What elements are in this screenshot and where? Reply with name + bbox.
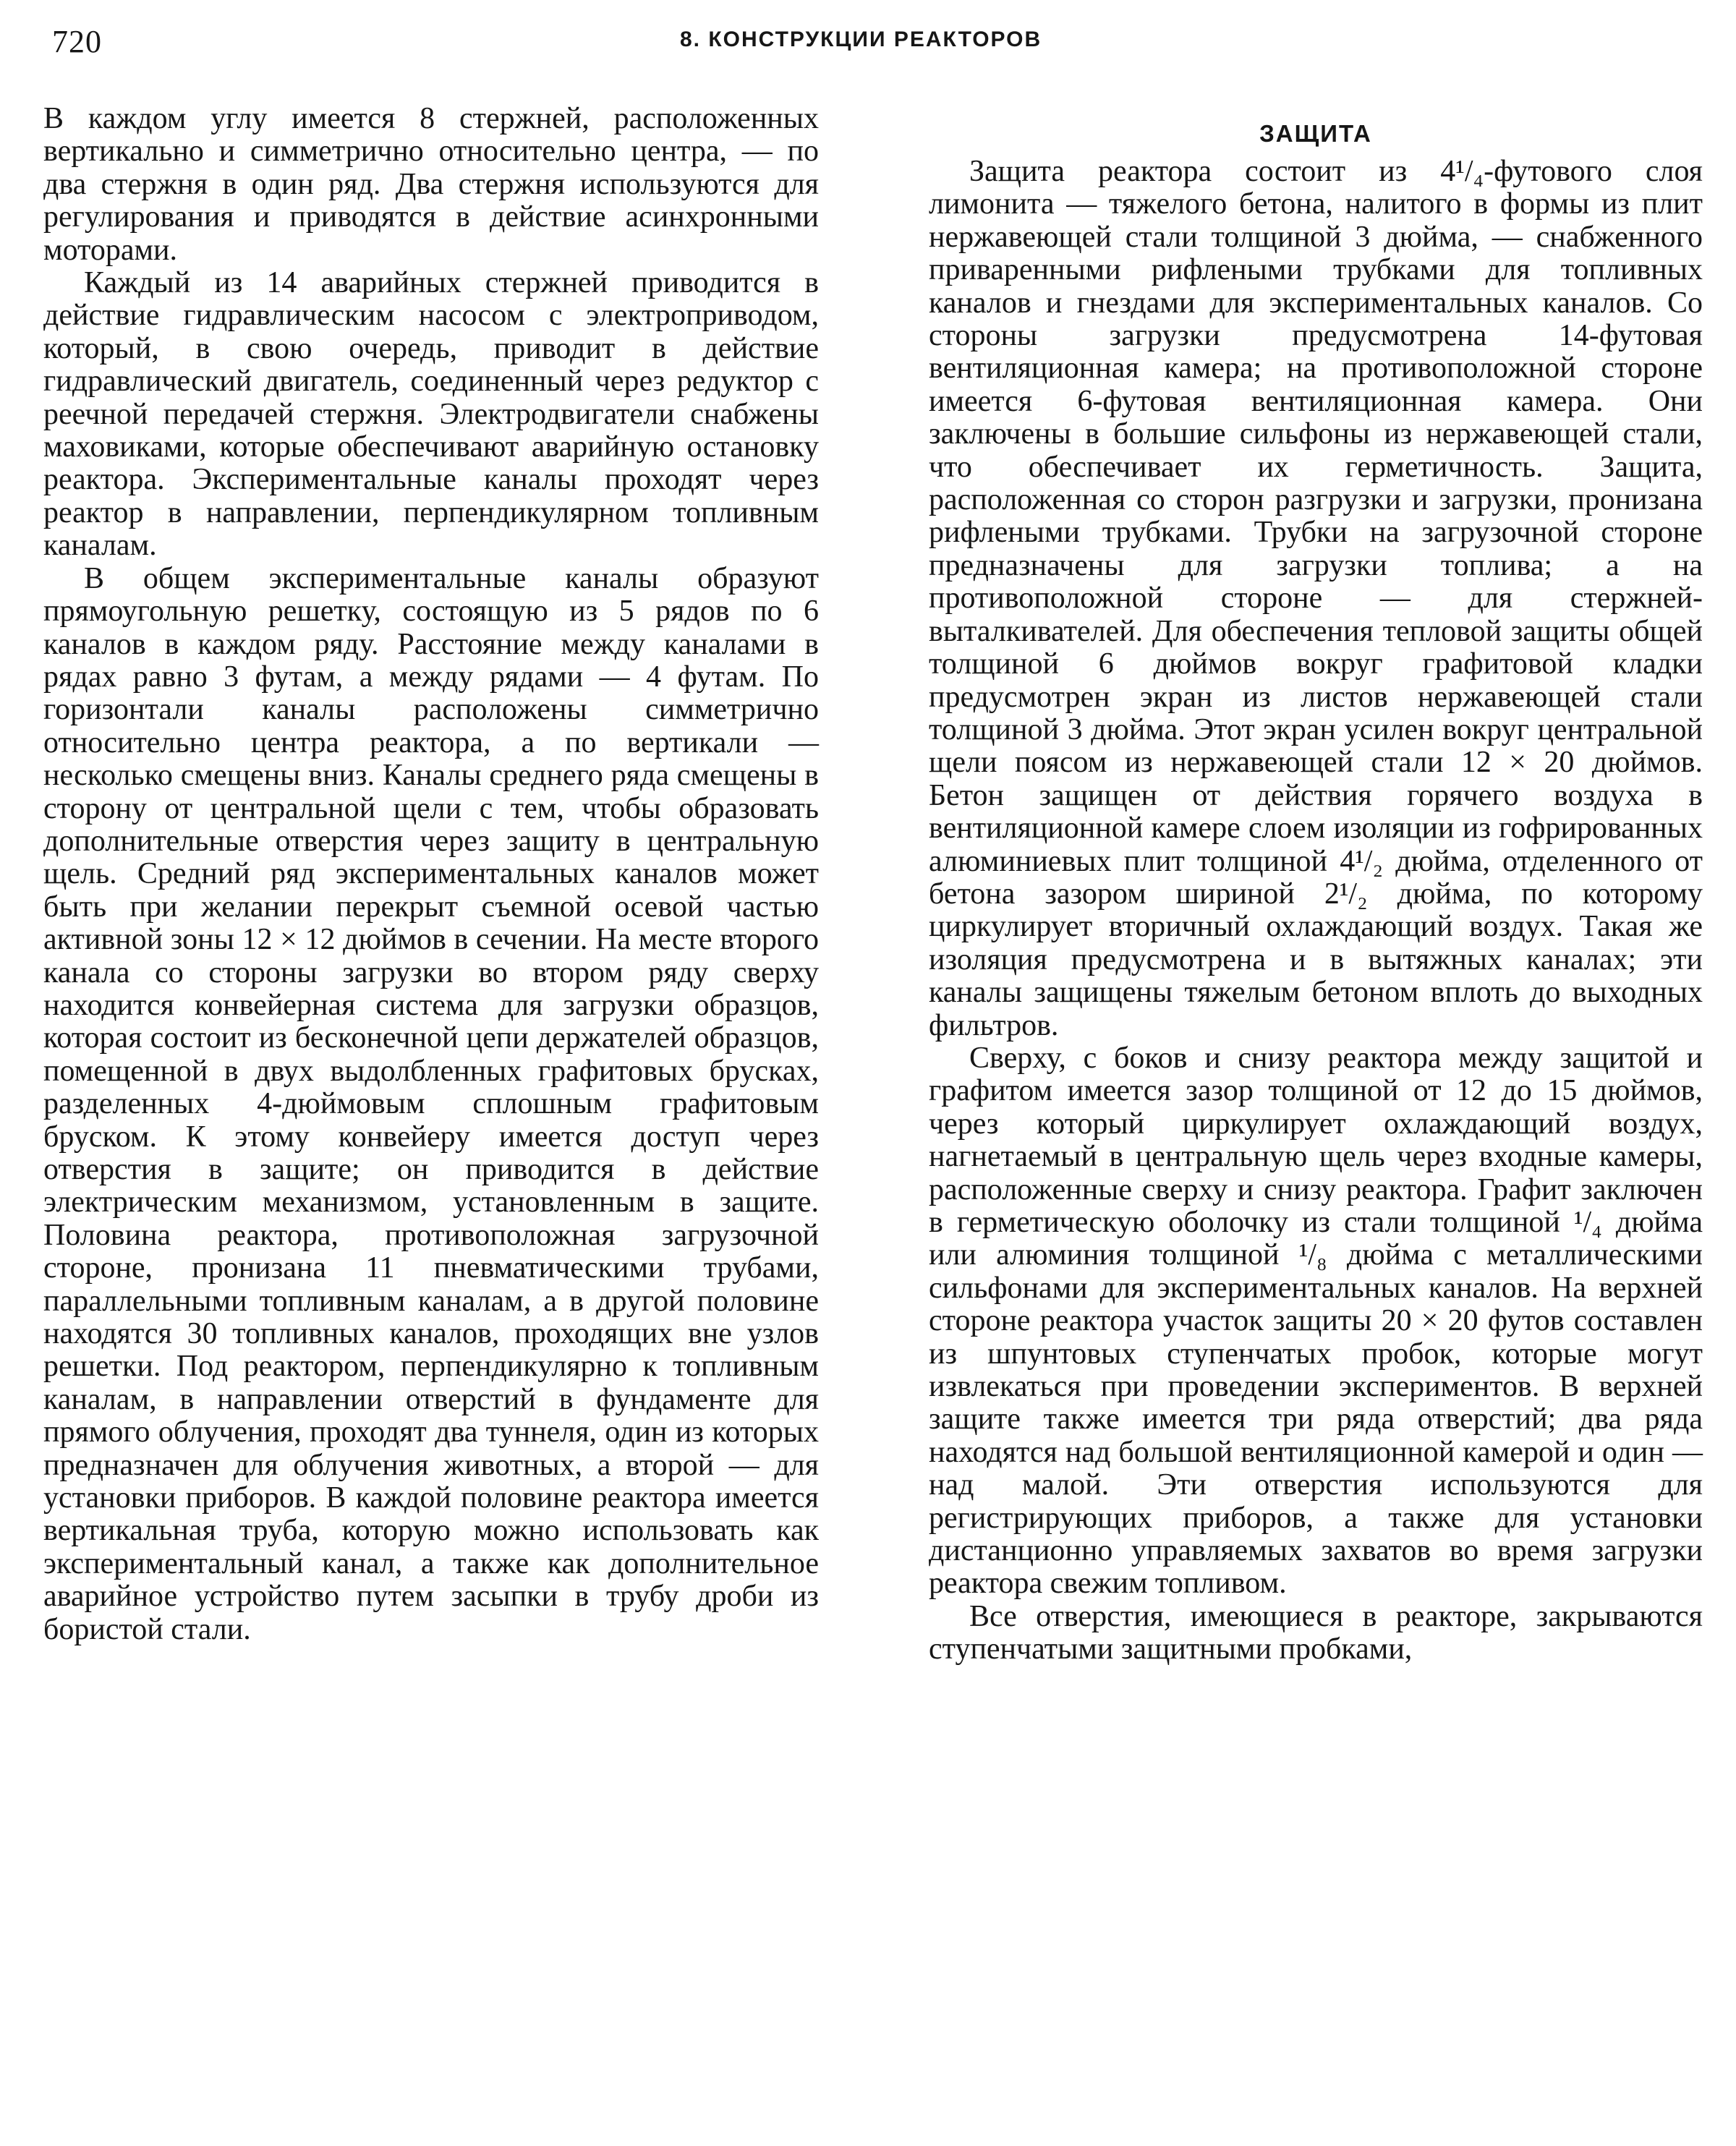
right-paragraph-1: Защита реактора состоит из 4¹/₄-футового слоя лимонита — тяжелого бетона, налитого в формы из плит нержавеющей стали толщиной 3 дюйма, — снабженного приваренными рифлеными трубками для топливных каналов и гнездами для экспериментальных каналов. Со стороны загрузки предусмотрена 14-футовая вентиляционная камера; на противоположной стороне имеется 6-футовая вентиляционная камера. Они заключены в большие сильфоны из нержавеющей стали, что обеспечивает их герметичность. Защита, расположенная со сторон разгрузки и загрузки, пронизана рифлеными трубками. Трубки на загрузочной стороне предназначены для загрузки топлива; а на противоположной стороне — для стержней-выталкивателей. Для обеспечения тепловой защиты общей толщиной 6 дюймов вокруг графитовой кладки предусмотрен экран из листов нержавеющей стали толщиной 3 дюйма. Этот экран усилен вокруг центральной щели поясом из нержавеющей стали 12 × 20 дюймов. Бетон защищен от действия горячего воздуха в вентиляционной камере слоем изоляции из гофрированных алюминиевых плит толщиной 4¹/₂ дюйма, отделенного от бетона зазором шириной 2¹/₂ дюйма, по которому циркулирует вторичный охлаждающий воздух. Такая же изоляция предусмотрена и в вытяжных каналах; эти каналы защищены тяжелым бетоном вплоть до выходных фильтров.: [929, 155, 1703, 1042]
right-paragraph-3: Все отверстия, имеющиеся в реакторе, закрываются ступенчатыми защитными пробками,: [929, 1599, 1703, 1666]
left-paragraph-2: Каждый из 14 аварийных стержней приводится в действие гидравлическим насосом с электроприводом, который, в свою очередь, приводит в действие гидравлический двигатель, соединенный через редуктор с реечной передачей стержня. Электродвигатели снабжены маховиками, которые обеспечивают аварийную остановку реактора. Экспериментальные каналы проходят через реактор в направлении, перпендикулярном топливным каналам.: [43, 266, 819, 563]
left-column: [43, 103, 819, 1646]
left-paragraph-1: В каждом углу имеется 8 стержней, расположенных вертикально и симметрично относительно центра, — по два стержня в один ряд. Два стержня используются для регулирования и приводятся в действие асинхронными моторами.: [43, 102, 819, 267]
right-paragraph-2: Сверху, с боков и снизу реактора между защитой и графитом имеется зазор толщиной от 12 до 15 дюймов, через который циркулирует охлаждающий воздух, нагнетаемый в центральную щель через входные камеры, расположенные сверху и снизу реактора. Графит заключен в герметическую оболочку из стали толщиной ¹/₄ дюйма или алюминия толщиной ¹/₈ дюйма с металлическими сильфонами для экспериментальных каналов. На верхней стороне реактора участок защиты 20 × 20 футов составлен из шпунтовых ступенчатых пробок, которые могут извлекаться при проведении экспериментов. В верхней защите также имеется три ряда отверстий; два ряда находятся над большой вентиляционной камерой и один — над малой. Эти отверстия используются для регистрирующих приборов, а также для установки дистанционно управляемых захватов во время загрузки реактора свежим топливом.: [929, 1041, 1703, 1601]
page-number: 720: [52, 24, 102, 59]
left-paragraph-3: В общем экспериментальные каналы образуют прямоугольную решетку, состоящую из 5 рядов по 6 каналов в каждом ряду. Расстояние между каналами в рядах равно 3 футам, а между рядами — 4 футам. По горизонтали каналы расположены симметрично относительно центра реактора, а по вертикали — несколько смещены вниз. Каналы среднего ряда смещены в сторону от центральной щели с тем, чтобы образовать дополнительные отверстия через защиту в центральную щель. Средний ряд экспериментальных каналов может быть при желании перекрыт съемной осевой частью активной зоны 12 × 12 дюймов в сечении. На месте второго канала со стороны загрузки во втором ряду сверху находится конвейерная система для загрузки образцов, которая состоит из бесконечной цепи держателей образцов, помещенной в двух выдолбленных графитовых брусках, разделенных 4-дюймовым сплошным графитовым бруском. К этому конвейеру имеется доступ через отверстия в защите; он приводится в действие электрическим механизмом, установленным в защите. Половина реактора, противоположная загрузочной стороне, пронизана 11 пневматическими трубами, параллельными топливным каналам, а в другой половине находятся 30 топливных каналов, проходящих вне узлов решетки. Под реактором, перпендикулярно к топливным каналам, в направлении отверстий в фундаменте для прямого облучения, проходят два туннеля, один из которых предназначен для облучения животных, а второй — для установки приборов. В каждой половине реактора имеется вертикальная труба, которую можно использовать как экспериментальный канал, а также как дополнительное аварийное устройство путем засыпки в трубу дроби из бористой стали.: [43, 561, 819, 1646]
section-heading: ЗАЩИТА: [1259, 120, 1372, 147]
right-column: [929, 119, 1703, 1666]
running-head: 8. КОНСТРУКЦИИ РЕАКТОРОВ: [680, 27, 1042, 51]
